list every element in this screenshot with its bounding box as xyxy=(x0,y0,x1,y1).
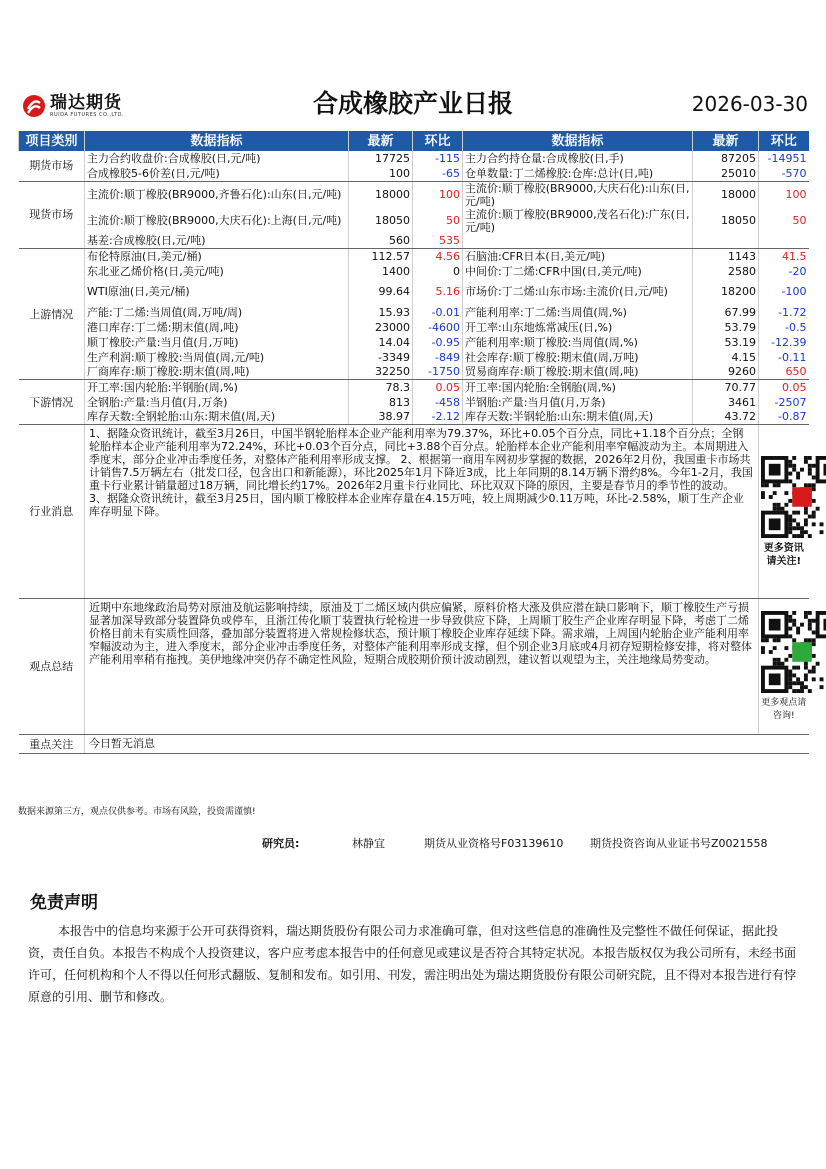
table-row xyxy=(19,335,809,350)
indicator-left: 布伦特原油(日,美元/桶) xyxy=(85,249,349,264)
header-latest-2: 最新 xyxy=(693,131,759,151)
report-title: 合成橡胶产业日报 xyxy=(312,89,513,118)
value-left: 560 xyxy=(349,234,413,249)
table-body xyxy=(19,151,809,425)
table-row xyxy=(19,208,809,234)
value-left: 15.93 xyxy=(349,305,413,320)
change-left: -0.95 xyxy=(413,335,463,350)
table-header xyxy=(19,131,809,151)
change-right: -20 xyxy=(759,264,809,279)
change-right: 0.05 xyxy=(759,380,809,395)
value-left: 78.3 xyxy=(349,380,413,395)
change-right: -1.72 xyxy=(759,305,809,320)
change-right: -100 xyxy=(759,279,809,305)
value-left: 14.04 xyxy=(349,335,413,350)
indicator-right: 主流价:顺丁橡胶(BR9000,大庆石化):山东(日,元/吨) xyxy=(463,181,693,208)
change-left: 100 xyxy=(413,181,463,208)
change-right: 650 xyxy=(759,365,809,380)
header-indicator: 数据指标 xyxy=(85,131,349,151)
section-industry: 行业消息 xyxy=(19,425,85,599)
header-change: 环比 xyxy=(413,131,463,151)
value-right: 2580 xyxy=(693,264,759,279)
indicator-right: 主力合约持仓量:合成橡胶(日,手) xyxy=(463,151,693,166)
qr-code-icon xyxy=(761,456,826,538)
header-change-2: 环比 xyxy=(759,131,809,151)
indicator-left: 顺丁橡胶:产量:当月值(月,万吨) xyxy=(85,335,349,350)
value-left: 18000 xyxy=(349,181,413,208)
indicator-left: 全钢胎:产量:当月值(月,万条) xyxy=(85,395,349,410)
change-right: -2507 xyxy=(759,395,809,410)
value-right: 25010 xyxy=(693,166,759,181)
value-right: 3461 xyxy=(693,395,759,410)
value-left: 18050 xyxy=(349,208,413,234)
value-right: 18050 xyxy=(693,208,759,234)
table-row xyxy=(19,380,809,395)
table-row xyxy=(19,166,809,181)
indicator-right: 中间价:丁二烯:CFR中国(日,美元/吨) xyxy=(463,264,693,279)
table-row xyxy=(19,264,809,279)
indicator-right: 半钢胎:产量:当月值(月,万条) xyxy=(463,395,693,410)
qr-caption: 更多观点请咨询! xyxy=(761,697,807,721)
header-category: 项目类别 xyxy=(19,131,85,151)
change-left: -2.12 xyxy=(413,410,463,425)
indicator-right: 石脑油:CFR日本(日,美元/吨) xyxy=(463,249,693,264)
indicator-right xyxy=(463,234,693,249)
table-row xyxy=(19,151,809,166)
indicator-right: 开工率:山东地炼常减压(日,%) xyxy=(463,320,693,335)
value-left: 32250 xyxy=(349,365,413,380)
table-row xyxy=(19,410,809,425)
indicator-right: 产能利用率:丁二烯:当周值(周,%) xyxy=(463,305,693,320)
researcher-name: 林静宜 xyxy=(352,837,385,850)
value-right: 67.99 xyxy=(693,305,759,320)
indicator-right: 库存天数:半钢轮胎:山东:期末值(周,天) xyxy=(463,410,693,425)
section-spot: 现货市场 xyxy=(19,181,85,249)
qr-block-2 xyxy=(759,599,809,735)
change-left: -1750 xyxy=(413,365,463,380)
value-right: 9260 xyxy=(693,365,759,380)
indicator-left: 主流价:顺丁橡胶(BR9000,大庆石化):上海(日,元/吨) xyxy=(85,208,349,234)
indicator-left: 合成橡胶5-6价差(日,元/吨) xyxy=(85,166,349,181)
table-row xyxy=(19,395,809,410)
change-left: -849 xyxy=(413,350,463,365)
value-left: -3349 xyxy=(349,350,413,365)
indicator-left: 主力合约收盘价:合成橡胶(日,元/吨) xyxy=(85,151,349,166)
table-row xyxy=(19,181,809,208)
change-left: 535 xyxy=(413,234,463,249)
data-table xyxy=(18,131,809,754)
indicator-right: 产能利用率:顺丁橡胶:当周值(周,%) xyxy=(463,335,693,350)
value-right: 43.72 xyxy=(693,410,759,425)
header-latest: 最新 xyxy=(349,131,413,151)
indicator-right: 贸易商库存:顺丁橡胶:期末值(周,吨) xyxy=(463,365,693,380)
table-row xyxy=(19,350,809,365)
value-right: 4.15 xyxy=(693,350,759,365)
change-left: -458 xyxy=(413,395,463,410)
indicator-right: 市场价:丁二烯:山东市场:主流价(日,元/吨) xyxy=(463,279,693,305)
value-right: 53.19 xyxy=(693,335,759,350)
industry-news-text: 1、据隆众资讯统计，截至3月26日，中国半钢轮胎样本企业产能利用率为79.37%，环比+0.05个百分点，同比+1.18个百分点；全钢轮胎样本企业产能利用率为72.24%，环比+0.03个百分点，同比+3.88个百分点。轮胎样本企业产能利用率窄幅波动为主。本周期进入季度末，部分企业冲击季度任务，对整体产能利用率形成支撑。 2、根据第一商用车网初步掌握的数据，2026年2月份，我国重卡市场共计销售7.5万辆左右（批发口径，包含出口和新能源），环比2025年1月下降近3成，比上年同期的8.14万辆下滑约8%。今年1-2月，我国重卡行业累计销量超过18万辆，同比增长约17%。2026年2月重卡行业同比、环比双双下降的原因，主要是春节月的季节性的波动。 3、据隆众资讯统计，截至3月25日，国内顺丁橡胶样本企业库存量在4.15万吨，较上周期减少0.11万吨，环比-2.58%，顺丁生产企业库存明显下降。 xyxy=(85,425,759,599)
change-left: 5.16 xyxy=(413,279,463,305)
change-right: -14951 xyxy=(759,151,809,166)
indicator-left: 开工率:国内轮胎:半钢胎(周,%) xyxy=(85,380,349,395)
indicator-left: 主流价:顺丁橡胶(BR9000,齐鲁石化):山东(日,元/吨) xyxy=(85,181,349,208)
section-downstream: 下游情况 xyxy=(19,380,85,425)
table-row xyxy=(19,320,809,335)
focus-text: 今日暂无消息 xyxy=(85,735,809,754)
change-right: -570 xyxy=(759,166,809,181)
data-source-note: 数据来源第三方，观点仅供参考。市场有风险，投资需谨慎! xyxy=(18,807,256,817)
value-left: 112.57 xyxy=(349,249,413,264)
table-row xyxy=(19,305,809,320)
researcher-label: 研究员: xyxy=(262,837,300,850)
indicator-left: 基差:合成橡胶(日,元/吨) xyxy=(85,234,349,249)
indicator-right: 仓单数量:丁二烯橡胶:仓库:总计(日,吨) xyxy=(463,166,693,181)
value-left: 23000 xyxy=(349,320,413,335)
futures-license: 期货从业资格号F03139610 xyxy=(424,837,564,850)
indicator-left: 港口库存:丁二烯:期末值(周,吨) xyxy=(85,320,349,335)
section-upstream: 上游情况 xyxy=(19,249,85,380)
industry-row xyxy=(19,425,809,599)
change-left: 0 xyxy=(413,264,463,279)
viewpoint-text: 近期中东地缘政治局势对原油及航运影响持续，原油及丁二烯区域内供应偏紧，原料价格大涨及供应潜在缺口影响下，顺丁橡胶生产亏损显著加深导致部分装置降负或停车，且浙江传化顺丁装置执行轮检进一步导致供应下降，上周顺丁胶生产企业库存明显下降，考虑丁二烯价格目前未有实质性回落，叠加部分装置将进入常规检修状态，预计顺丁橡胶企业库存延续下降。需求端，上周国内轮胎企业产能利用率窄幅波动为主，进入季度末，部分企业冲击季度任务，对整体产能利用率形成支撑，但个别企业3月底或4月初存短期检修安排，将对整体产能利用率稍有拖拽。美伊地缘冲突仍存不确定性风险，短期合成胶期价预计波动剧烈，建议暂以观望为主，关注地缘局势变动。 xyxy=(85,599,759,735)
value-right: 1143 xyxy=(693,249,759,264)
change-left: 0.05 xyxy=(413,380,463,395)
viewpoint-row xyxy=(19,599,809,735)
header-indicator-2: 数据指标 xyxy=(463,131,693,151)
change-right xyxy=(759,234,809,249)
qr-caption: 更多资讯请关注! xyxy=(763,542,804,567)
brand-name: 瑞达期货 xyxy=(50,92,122,113)
change-left: -65 xyxy=(413,166,463,181)
change-right: 50 xyxy=(759,208,809,234)
value-right xyxy=(693,234,759,249)
indicator-left: 生产利润:顺丁橡胶:当周值(周,元/吨) xyxy=(85,350,349,365)
change-left: 50 xyxy=(413,208,463,234)
indicator-left: WTI原油(日,美元/桶) xyxy=(85,279,349,305)
indicator-left: 库存天数:全钢轮胎:山东:期末值(周,天) xyxy=(85,410,349,425)
value-left: 17725 xyxy=(349,151,413,166)
indicator-right: 主流价:顺丁橡胶(BR9000,茂名石化):广东(日,元/吨) xyxy=(463,208,693,234)
indicator-left: 厂商库存:顺丁橡胶:期末值(周,吨) xyxy=(85,365,349,380)
indicator-left: 产能:丁二烯:当周值(周,万吨/周) xyxy=(85,305,349,320)
value-left: 38.97 xyxy=(349,410,413,425)
disclaimer-title: 免责声明 xyxy=(30,893,98,913)
section-viewpoint: 观点总结 xyxy=(19,599,85,735)
value-left: 1400 xyxy=(349,264,413,279)
value-right: 87205 xyxy=(693,151,759,166)
qr-block-1 xyxy=(759,425,809,599)
change-left: -115 xyxy=(413,151,463,166)
change-right: -0.5 xyxy=(759,320,809,335)
value-left: 813 xyxy=(349,395,413,410)
change-left: -0.01 xyxy=(413,305,463,320)
disclaimer-body: 本报告中的信息均来源于公开可获得资料，瑞达期货股份有限公司力求准确可靠，但对这些信息的准确性及完整性不做任何保证，据此投资，责任自负。本报告不构成个人投资建议，客户应考虑本报告中的任何意见或建议是否符合其特定状况。本报告版权仅为我公司所有，未经书面许可，任何机构和个人不得以任何形式翻版、复制和发布。如引用、刊发，需注明出处为瑞达期货股份有限公司研究院，且不得对本报告进行有悖原意的引用、删节和修改。 xyxy=(28,924,797,1004)
indicator-right: 开工率:国内轮胎:全钢胎(周,%) xyxy=(463,380,693,395)
brand-name-en: RUIDA FUTURES CO.,LTD. xyxy=(50,111,125,118)
value-right: 18200 xyxy=(693,279,759,305)
qr-code-icon xyxy=(761,611,826,693)
table-row xyxy=(19,249,809,264)
change-left: 4.56 xyxy=(413,249,463,264)
advisory-license: 期货投资咨询从业证书号Z0021558 xyxy=(590,837,768,850)
value-left: 100 xyxy=(349,166,413,181)
focus-row xyxy=(19,735,809,754)
indicator-right: 社会库存:顺丁橡胶:期末值(周,万吨) xyxy=(463,350,693,365)
value-left: 99.64 xyxy=(349,279,413,305)
change-left: -4600 xyxy=(413,320,463,335)
value-right: 70.77 xyxy=(693,380,759,395)
report-date: 2026-03-30 xyxy=(691,92,808,116)
section-focus: 重点关注 xyxy=(19,735,85,754)
change-right: -0.87 xyxy=(759,410,809,425)
value-right: 18000 xyxy=(693,181,759,208)
change-right: 100 xyxy=(759,181,809,208)
change-right: 41.5 xyxy=(759,249,809,264)
value-right: 53.79 xyxy=(693,320,759,335)
change-right: -12.39 xyxy=(759,335,809,350)
indicator-left: 东北亚乙烯价格(日,美元/吨) xyxy=(85,264,349,279)
table-row xyxy=(19,234,809,249)
section-futures: 期货市场 xyxy=(19,151,85,181)
table-row xyxy=(19,279,809,305)
change-right: -0.11 xyxy=(759,350,809,365)
table-row xyxy=(19,365,809,380)
